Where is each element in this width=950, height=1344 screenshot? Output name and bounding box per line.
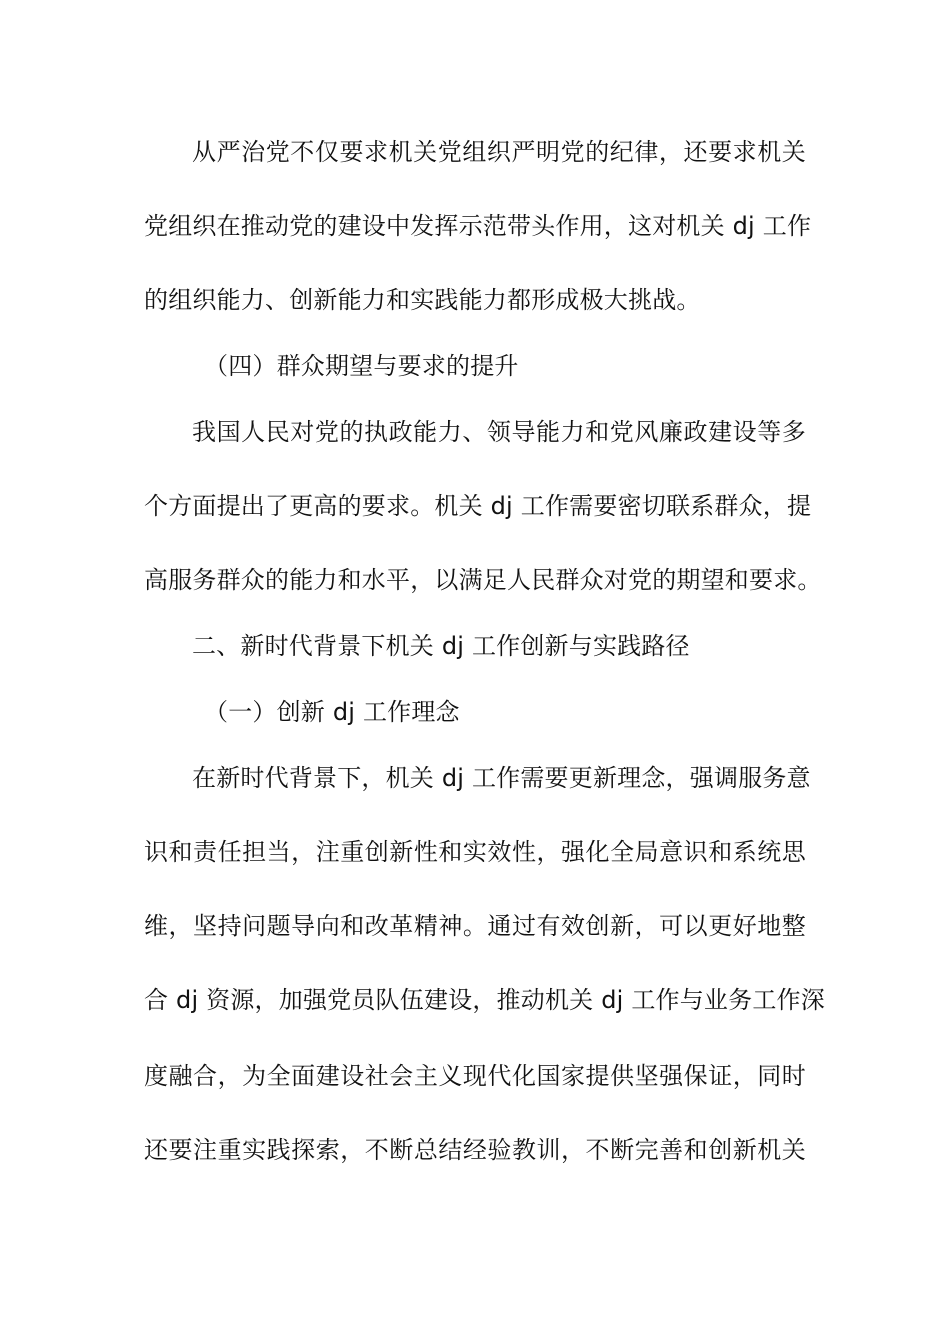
paragraph-line: 党组织在推动党的建设中发挥示范带头作用，这对机关 dj 工作 (144, 212, 812, 240)
paragraph-line: 从严治党不仅要求机关党组织严明党的纪律，还要求机关 (192, 138, 806, 166)
paragraph-line: 个方面提出了更高的要求。机关 dj 工作需要密切联系群众，提 (144, 492, 812, 520)
section-heading: （四）群众期望与要求的提升 (204, 352, 519, 380)
chapter-heading: 二、新时代背景下机关 dj 工作创新与实践路径 (192, 632, 690, 660)
paragraph-line: 在新时代背景下，机关 dj 工作需要更新理念，强调服务意 (192, 764, 811, 792)
paragraph-line: 我国人民对党的执政能力、领导能力和党风廉政建设等多 (192, 418, 806, 446)
paragraph-line: 高服务群众的能力和水平，以满足人民群众对党的期望和要求。 (144, 566, 822, 594)
paragraph-line: 的组织能力、创新能力和实践能力都形成极大挑战。 (144, 286, 701, 314)
paragraph-line: 识和责任担当，注重创新性和实效性，强化全局意识和系统思 (144, 838, 806, 866)
paragraph-line: 维，坚持问题导向和改革精神。通过有效创新，可以更好地整 (144, 912, 806, 940)
paragraph-line: 度融合，为全面建设社会主义现代化国家提供坚强保证，同时 (144, 1062, 806, 1090)
paragraph-line: 合 dj 资源，加强党员队伍建设，推动机关 dj 工作与业务工作深 (144, 986, 825, 1014)
section-heading: （一）创新 dj 工作理念 (204, 698, 460, 726)
paragraph-line: 还要注重实践探索，不断总结经验教训，不断完善和创新机关 (144, 1136, 806, 1164)
